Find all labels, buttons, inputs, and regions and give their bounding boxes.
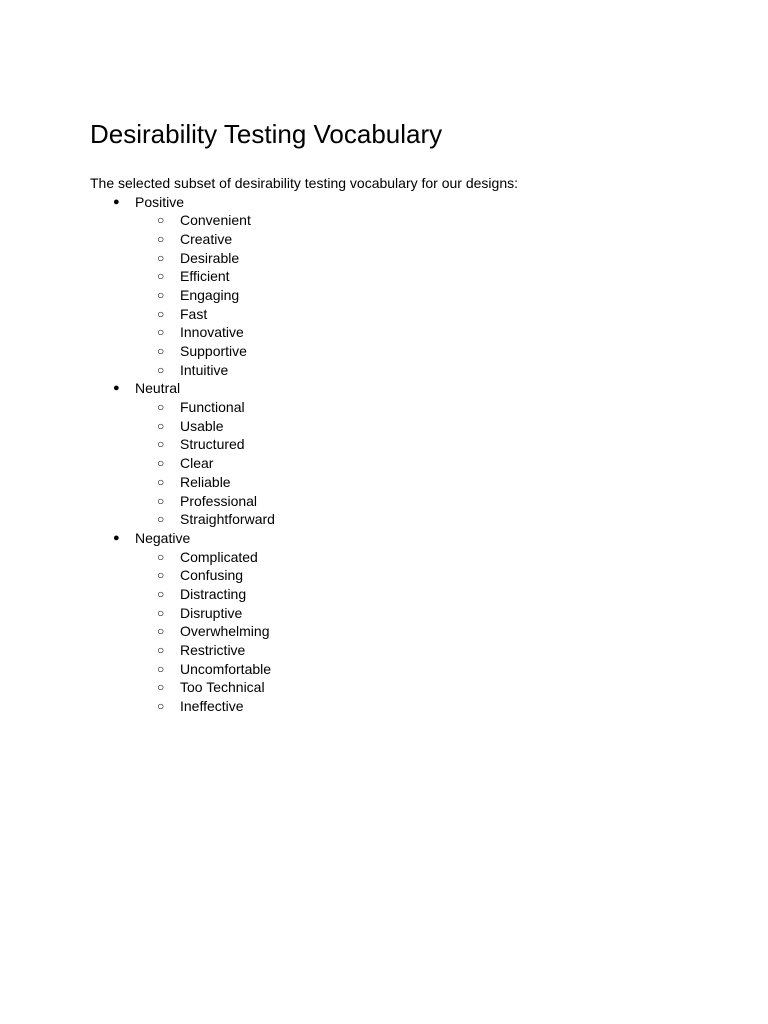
hollow-bullet-icon: ○ xyxy=(157,344,165,358)
term-label: Desirable xyxy=(180,249,240,266)
term-label: Fast xyxy=(180,305,208,322)
term-label: Convenient xyxy=(180,212,251,229)
category-label: Positive xyxy=(135,193,185,210)
hollow-bullet-icon: ○ xyxy=(157,699,165,714)
term-label: Functional xyxy=(180,399,245,416)
hollow-bullet-icon: ○ xyxy=(157,269,165,284)
filled-bullet-icon: ● xyxy=(113,195,120,208)
term-label: Engaging xyxy=(180,286,240,303)
hollow-bullet-icon: ○ xyxy=(157,493,165,508)
hollow-bullet-icon: ○ xyxy=(157,680,165,695)
term-label: Professional xyxy=(180,492,258,509)
hollow-bullet-icon: ○ xyxy=(157,250,165,265)
hollow-bullet-icon: ○ xyxy=(157,568,165,583)
hollow-bullet-icon: ○ xyxy=(157,325,165,340)
hollow-bullet-icon: ○ xyxy=(157,512,165,527)
term-label: Restrictive xyxy=(180,642,246,658)
term-label: Clear xyxy=(180,455,214,472)
hollow-bullet-icon: ○ xyxy=(157,661,165,676)
hollow-bullet-icon: ○ xyxy=(157,643,165,657)
hollow-bullet-icon: ○ xyxy=(157,306,165,321)
term-label: Disruptive xyxy=(180,604,243,621)
hollow-bullet-icon: ○ xyxy=(157,605,165,620)
hollow-bullet-icon: ○ xyxy=(157,287,165,302)
filled-bullet-icon: ● xyxy=(113,382,120,395)
term-label: Uncomfortable xyxy=(180,660,272,677)
term-label: Supportive xyxy=(180,343,247,359)
hollow-bullet-icon: ○ xyxy=(157,418,165,433)
hollow-bullet-icon: ○ xyxy=(157,231,165,246)
term-label: Complicated xyxy=(180,548,258,565)
term-label: Usable xyxy=(180,417,224,434)
hollow-bullet-icon: ○ xyxy=(157,400,165,415)
hollow-bullet-icon: ○ xyxy=(157,549,165,564)
intro-paragraph: The selected subset of desirability testing vocabulary for our designs: xyxy=(90,175,519,191)
term-label: Structured xyxy=(180,436,245,453)
term-label: Overwhelming xyxy=(180,623,270,640)
term-label: Intuitive xyxy=(180,361,229,378)
hollow-bullet-icon: ○ xyxy=(157,213,165,228)
hollow-bullet-icon: ○ xyxy=(157,624,165,639)
term-label: Reliable xyxy=(180,473,231,490)
hollow-bullet-icon: ○ xyxy=(157,362,165,377)
term-label: Confusing xyxy=(180,567,244,584)
filled-bullet-icon: ● xyxy=(113,531,120,544)
hollow-bullet-icon: ○ xyxy=(157,456,165,471)
category-label: Neutral xyxy=(135,380,181,397)
term-label: Distracting xyxy=(180,585,247,602)
hollow-bullet-icon: ○ xyxy=(157,474,165,489)
term-label: Ineffective xyxy=(180,698,244,715)
term-label: Creative xyxy=(180,230,233,247)
category-label: Negative xyxy=(135,529,191,546)
term-label: Too Technical xyxy=(180,679,265,696)
document-title: Desirability Testing Vocabulary xyxy=(90,119,443,149)
hollow-bullet-icon: ○ xyxy=(157,437,165,452)
term-label: Innovative xyxy=(180,324,244,341)
term-label: Efficient xyxy=(180,268,230,285)
hollow-bullet-icon: ○ xyxy=(157,586,165,601)
term-label: Straightforward xyxy=(180,511,275,528)
